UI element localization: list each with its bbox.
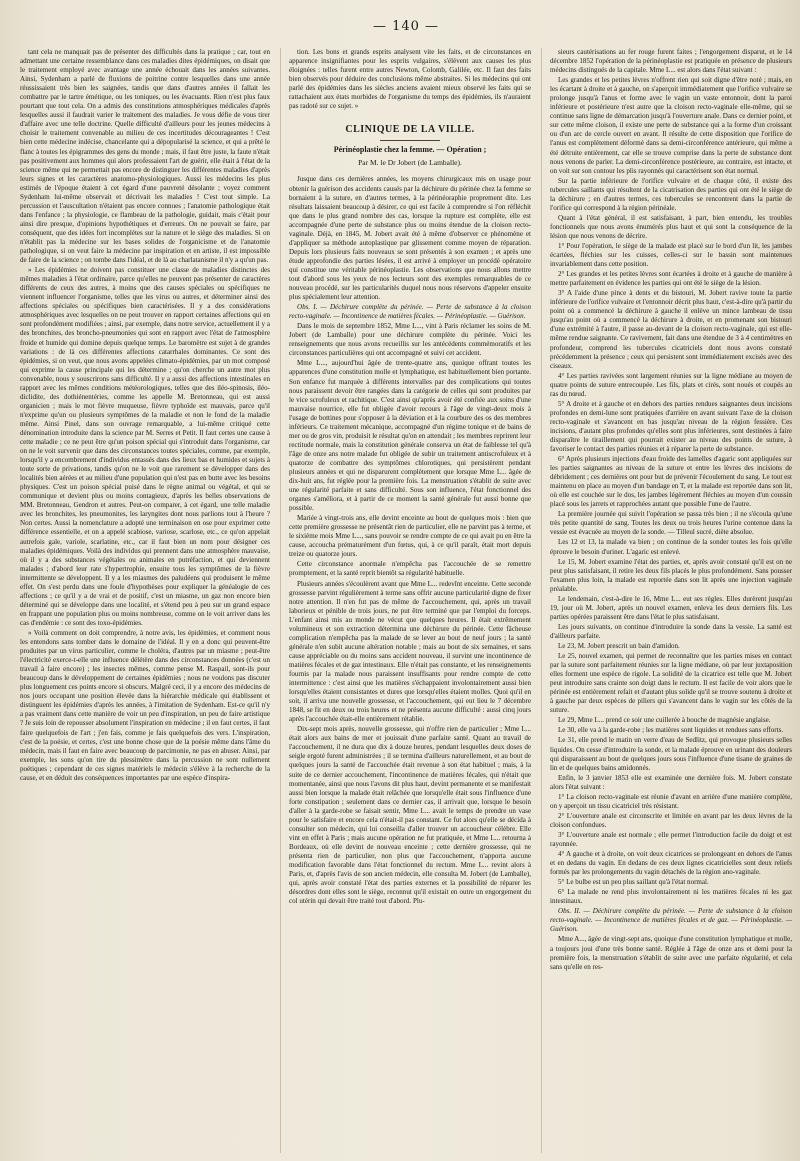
paragraph: Sur la partie inférieure de l'orifice vulvaire et de chaque côté, il existe des tubercules saillants qui résultent de la cicatrisation des parties qui ont été le siège de la déchirure ; en d'autres termes, ces tubercules se rencontrent dans la partie de l'orifice qui correspond à la région périnéale. — [550, 176, 792, 212]
column-middle — [280, 48, 531, 1153]
paragraph: Jusque dans ces dernières années, les moyens chirurgicaux mis en usage pour obtenir la guérison des accidents causés par la déchirure du périnée chez la femme se bornaient à la suture, en d'autres termes, à la périnéoraphie proprement dite. Les résultats laissaient beaucoup à désirer, ce qui est facile à comprendre si l'on réfléchit que dans le plus grand nombre des cas, lorsque la rupture est complète, elle est accompagnée d'une perte de substance plus ou moins étendue de la cloison recto-vaginale. Déjà, en 1845, M. Jobert avait été à même d'observer ce phénomène et d'appliquer sa méthode autoplastique par glissement comme moyen de réparation. Depuis lors plusieurs faits nouveaux se sont présentés à son examen ; et après une étude approfondie des parties lésées, il est arrivé à employer un procédé opératoire qui constitue une véritable périnéoplastie. Les observations que nous allons mettre tout d'abord sous les yeux de nos lecteurs sont des exemples remarquables de ce nouveau procédé, sur les particularités duquel nous nous réservons d'appeler ensuite plus spécialement leur attention. — [289, 175, 531, 302]
paragraph: Les 12 et 13, la malade va bien ; on continue de la sonder toutes les fois qu'elle éprouve le besoin d'uriner. L'agaric est enlevé. — [550, 538, 792, 556]
text-columns — [20, 48, 792, 1153]
paragraph: Mme A..., âgée de vingt-sept ans, quoique d'une constitution lymphatique et molle, a toujours joui d'une très bonne santé. Réglée à l'âge de onze ans et demi pour la première fois, la menstruation s'établit de suite avec une parfaite régularité, et cela sans qu'elle en res- — [550, 935, 792, 971]
paragraph: Les jours suivants, on continue d'introduire la sonde dans la vessie. La santé est d'ailleurs parfaite. — [550, 622, 792, 640]
paragraph: Le 29, Mme L... prend ce soir une cuillerée à bouche de magnésie anglaise. — [558, 716, 771, 725]
paragraph: tant cela ne manquait pas de présenter des difficultés dans la pratique ; car, tout en admettant une certaine ressemblance dans ces maladies dites épidémiques, on disait que le traitement employé avec avantage une année échouait dans les années suivantes. Ainsi, Sydenham a parlé de fluxions de poitrine contre lesquelles dans une année réussissaient très bien les saignées, tandis que dans d'autres années il fallait les combattre par le tartre émétique, ou les toniques, ou les évacuants. Rien n'est plus faux pourtant que tout cela. On a admis des constitutions atmosphériques médicales d'après lesquelles aussi il faudrait varier le traitement des maladies. Je vous défie de vous tirer d'affaire avec une telle doctrine. Quelle difficulté d'ailleurs pour les jeunes médecins à choisir le traitement convenable au milieu de ces incertitudes décourageantes ! C'est bien cette médecine indécise, chancelante qui a dépopularisé la science, et qui a prêté le flanc à toutes les épigrammes des gens du monde ; mais, il faut être juste, la faute n'était pas positivement aux hommes qui alors professaient l'art de guérir, elle était à l'état de la science même qui ne permettait pas encore de distinguer les différentes maladies d'après leurs signes et les caractères anatomo-physiologiques. Aussi les médecins les plus estimés de l'époque étaient à cet égard d'une pauvreté désolante ; voyez comment Sydenham lui-même observait et décrivait les maladies ! C'est tout simple. La percussion et l'auscultation n'étaient pas encore connues ; l'anatomie pathologique était dans l'enfance ; la physiologie, ce flambeau de la pathologie, guidait, mais c'était pour ainsi dire presque, d'opinions hypothétiques et d'erreurs. On ne pouvait se faire, par conséquent, que des idées fort incomplètes sur la nature et le siège des maladies. Si on n'établit pas la médecine sur les bases solides de l'organicisme et de l'anatomie pathologique, si on veut faire la médecine par inspiration et en artiste, il est impossible de faire de la science ; on tombe dans l'idéal, et de là au charlatanisme il n'y a qu'un pas. — [20, 48, 270, 265]
paragraph: Plusieurs années s'écoulèrent avant que Mme L... redevînt enceinte. Cette seconde grossesse parvint régulièrement à terme sans offrir aucune particularité digne de fixer notre attention. Il n'en fut pas de même de l'accouchement, qui, après un travail laborieux et pénible de trois jours, ne put être terminé que par l'emploi du forceps. L'enfant ainsi mis au monde ne vécut que quelques heures. Il était extrêmement volumineux et son extraction détermina une déchirure du périnée. Cette fâcheuse complication n'empêcha pas la malade de se lever au bout de neuf jours ; la santé générale n'en subit aucune altération notable ; mais au bout de six semaines, et sans cause appréciable ou du moins sans accident nouveau, il survint une incontinence de matières fécales et de gaz intestinaux. Elle n'était pas constante, et les renseignements fournis par la malade nous paraissent insuffisants pour rendre compte de cette intermittence : c'est ainsi que les matières s'échappaient involontairement aussi bien lorsqu'elles étaient consistantes et dures que lorsqu'elles étaient molles. Quoi qu'il en soit, il arriva une nouvelle grossesse, et l'accouchement, qui eut lieu le 7 décembre 1848, se fit en deux ou trois heures et ne présenta aucune difficulté : aussi cinq jours après l'accouchée était-elle entièrement rétablie. — [289, 579, 531, 724]
paragraph: 4° A gauche et à droite, on voit deux cicatrices se prolongeant en dehors de l'anus et en dedans du vagin. En dedans de ces deux lignes cicatricielles sont deux reliefs formés par les prolongements du vagin détachés de la région ano-vaginale. — [550, 850, 792, 877]
paragraph: 4° Les parties ravivées sont largement réunies sur la ligne médiane au moyen de quatre points de suture entrecoupée. Les fils, plats et cirés, sont noués et coupés au ras du nœud. — [550, 371, 792, 398]
article-subtitle: Périnéoplastie chez la femme. — Opération ; — [333, 145, 487, 155]
paragraph: Les grandes et les petites lèvres n'offrent rien qui soit digne d'être noté ; mais, en les écartant à droite et à gauche, on s'aperçoit immédiatement que l'orifice vulvaire se prolonge jusqu'à l'anus et forme avec le vagin un vaste entonnoir, dont la paroi inférieure et postérieure n'est autre que la cloison recto-vaginale elle-même, qui se continue sans ligne de démarcation jusqu'à l'ouverture anale. Dans ce dernier point, et sur cette même cloison, il existe une perte de substance qui a la forme d'un croissant ou d'un arc de cercle ouvert en avant. Il résulte de cette disposition que l'orifice de l'anus est complètement déformé dans sa demi-circonférence antérieure, qui même a été détruite entièrement, car elle se trouve comprise dans la perte de substance dont nous venons de parler. La demi-circonférence postérieure, au contraire, est intacte, et on voit sur son contour les plis rayonnés qui caractérisent son état normal. — [550, 76, 792, 175]
paragraph: Mariée à vingt-trois ans, elle devint enceinte au bout de quelques mois : bien que cette première grossesse ne présentât rien de particulier, elle ne parvint pas à terme, et le sixième mois Mme L..., sans pouvoir se rendre compte de ce qui avait pu en être la cause, accoucha prématurément d'un fœtus, qui, à ce qu'il paraît, était mort depuis treize ou quatorze jours. — [289, 514, 531, 559]
paragraph: Le 31, elle prend le matin un verre d'eau de Sedlitz, qui provoque plusieurs selles liquides. On cesse d'introduire la sonde, et la malade éprouve en urinant des douleurs qui disparaissent au bout de quelques jours sous l'influence d'une tisane de graines de lin et de quelques bains amidonnés. — [550, 736, 792, 772]
paragraph: Enfin, le 3 janvier 1853 elle est examinée une dernière fois. M. Jobert constate alors l'état suivant : — [550, 773, 792, 791]
paragraph: 5° Le bulbe est un peu plus saillant qu'à l'état normal. — [558, 878, 709, 887]
paragraph: Mme L..., aujourd'hui âgée de trente-quatre ans, quoique offrant toutes les apparences d'une constitution molle et lymphatique, est habituellement bien portante. Son enfance fut marquée à différents intervalles par des complications qui toutes nous paraissent devoir être rangées dans la catégorie de celles qui sont produites par le vice scrofuleux et rachitique. C'est ainsi qu'après avoir été confiée aux soins d'une mauvaise nourrice, elle fut obligée d'avoir recours à l'âge de vingt-deux mois à l'usage de bottines pour s'opposer à la déviation et à la courbure des os des membres inférieurs. Ce traitement mécanique, accompagné d'un régime tonique et de bains de mer ou de gros vin, produisit le résultat qu'on en attendait ; les membres reprirent leur rectitude normale, mais la constitution générale conserva un état de faiblesse tel qu'à l'âge de onze ans notre malade fut obligée de subir un traitement antiscrofuleux et à quatorze de combattre des symptômes chlorotiques, qui persistèrent pendant plusieurs années et qui ne disparurent complètement que lorsque Mme L... âgée de dix-huit ans, fut réglée pour la première fois. La menstruation s'établit de suite avec une régularité parfaite et sans difficulté. Sous son influence, l'état fonctionnel des organes s'améliora, et à partir de ce moment la santé générale fut aussi bonne que possible. — [289, 359, 531, 513]
paragraph: La première journée qui suivit l'opération se passa très bien ; il ne s'écoula qu'une très petite quantité de sang. Toutes les deux ou trois heures l'urine contenue dans la vessie est évacuée au moyen de la sonde. — Tilleul sucré, diète absolue. — [550, 510, 792, 537]
paragraph: Dans le mois de septembre 1852, Mme L..., vint à Paris réclamer les soins de M. Jobert (de Lamballe) pour une déchirure complète du périnée. Voici les renseignements que nous avons recueillis sur les antécédents commémoratifs et les circonstances particulières qui ont accompagné et suivi cet accident. — [289, 322, 531, 358]
column-left — [20, 48, 270, 1153]
paragraph: 3° L'ouverture anale est normale ; elle permet l'introduction facile du doigt et est rayonnée. — [550, 830, 792, 848]
paragraph: Le 23, M. Jobert prescrit un bain d'amidon. — [558, 642, 680, 650]
article-title: CLINIQUE DE LA VILLE. — [345, 124, 475, 136]
paragraph: 3° A l'aide d'une pince à dents et du bistouri, M. Jobert ravive toute la partie inférieure de l'orifice vulvaire et l'entonnoir décrit plus haut, c'est-à-dire qu'à partir du point où a commencé la déchirure à gauche il enlève un mince lambeau de tissu jusqu'au point où a commencé la déchirure à droite, et en promenant son bistouri d'une extrémité à l'autre, il passe au-devant de la cloison recto-vaginale, qui est elle-même rendue saignante. Ce ravivement, fait dans une étendue de 3 à 4 centimètres en profondeur, comprend les tubercules cicatriciels dont nous avons constaté précédemment la présence ; ceux qui persistent sont immédiatement excisés avec des ciseaux. — [550, 289, 792, 370]
paragraph: sieurs cautérisations au fer rouge furent faites ; l'engorgement disparut, et le 14 décembre 1852 l'opération de la périnéoplastie est pratiquée en présence de plusieurs médecins distingués de la capitale. Mme L... est alors dans l'état suivant : — [550, 48, 792, 75]
page-number: — 140 — — [372, 19, 440, 34]
paragraph: 1° Pour l'opération, le siège de la malade est placé sur le bord d'un lit, les jambes écartées, fléchies sur les cuisses, celles-ci sur le bassin sont maintenues invariablement dans cette position. — [550, 241, 792, 269]
paragraph: 6° La malade ne rend plus involontairement ni les matières fécales ni les gaz intestinaux. — [550, 888, 792, 906]
paragraph: 2° L'ouverture anale est circonscrite et limitée en avant par les deux lèvres de la cloison confondues. — [550, 811, 792, 829]
case-heading: Obs. I. — Déchirure complète du périnée. — Perte de substance à la cloison recto-vaginale. — Incontinence de matières fécales. — Périnéoplastie. — Guérison. — [289, 303, 531, 321]
article-byline: Par M. le Dr Jobert (de Lamballe). — [358, 158, 462, 168]
paragraph: tion. Les bons et grands esprits analysent vite les faits, et de circonstances en apparence insignifiantes pour les esprits vulgaires, s'élèvent aux causes les plus éloignées : telles furent entre autres Newton, Colomb, Galilée, etc. Il faut des faits bien observés pour déduire des conclusions même abstraites. Si les médecins qui ont parlé des épidémies dans les siècles anciens avaient mieux observé les faits qui se rattachaient aux états morbides de l'organisme du temps des épidémies, ils n'auraient pas radoté sur ce sujet. » — [289, 48, 531, 111]
paragraph: Quant à l'état général, il est satisfaisant, à part, bien entendu, les troubles fonctionnels que nous avons énumérés plus haut et qui sont la conséquence de la lésion que nous venons de décrire. — [550, 213, 792, 240]
case-heading: Obs. II. — Déchirure complète du périnée. — Perte de substance à la cloison recto-vaginale. — Incontinence de matières fécales et de gaz. — Périnéoplastie. — Guérison. — [550, 907, 792, 934]
paragraph: Cette circonstance anormale n'empêcha pas l'accouchée de se remettre promptement, et la santé reprit bientôt sa régularité habituelle. — [289, 560, 531, 578]
paragraph: » Voilà comment on doit comprendre, à notre avis, les épidémies, et comment nous les entendons sans tomber dans le domaine de l'idéal. Il y en a donc qui peuvent-être produites par un virus particulier, comme le choléra, d'autres par un miasme ; peut-être l'électricité exerce-t-elle une influence délétère dans des circonstances données (c'est un travail à faire encore) ; les insectes mêmes, comme pense M. Raspail, sont-ils pour beaucoup dans le développement de certaines épidémies ; nous ne voulons pas discuter plus longuement ces points encore si obscurs. Malgré ceci, il y a encore des médecins de nos jours occupant une position élevée dans la hiérarchie médicale qui établissent et distinguent les épidémies d'après les années, à l'imitation de Sydenham. Est-ce qu'il n'y a pas vraiment dans cette manière de voir un peu d'inspiration, un peu de faire artistique ? Je suis loin de repousser absolument l'inspiration en médecine ; il en faut certes, il faut faire quelquefois de l'art ; j'en fais, comme je fais quelquefois des vers. L'inspiration, c'est de la poésie, et certes, c'est une bonne chose que de la poésie même dans l'âme du médecin, mais il faut en faire avec beaucoup de parcimonie, ne pas en abuser. Ainsi, par exemple, les sons qu'on tire du plessimètre dans la percussion ne sont nullement poétiques ; cependant de ces signes matériels le médecin s'élève à la recherche de la cause, et en déduit des conséquences importantes par une espèce d'inspira- — [20, 629, 270, 782]
title-divider — [380, 140, 440, 141]
paragraph: Le 15, M. Jobert examine l'état des parties, et, après avoir constaté qu'il est on ne peut plus satisfaisant, il retire les deux fils placés le plus profondément. Sans pousser l'examen plus loin, la malade est reportée dans son lit après une injection vaginale préalable. — [550, 557, 792, 593]
paragraph: Le lendemain, c'est-à-dire le 16, Mme L... eut ses règles. Elles durèrent jusqu'au 19, jour où M. Jobert, après un nouvel examen, enleva les deux derniers fils. Les parties opérées paraissent être dans l'état le plus satisfaisant. — [550, 594, 792, 621]
paragraph: 1° La cloison recto-vaginale est réunie d'avant en arrière d'une manière complète, on y aperçoit un tissu cicatriciel très résistant. — [550, 792, 792, 810]
paragraph: 6° Après plusieurs injections d'eau froide des lamelles d'agaric sont appliquées sur les parties saignantes au niveau de la suture et entre les lèvres des incisions de débridement ; ces dernières ont pour but de prévenir l'écoulement du sang. Le tout est maintenu en place au moyen d'un bandage en T, et la malade est reportée dans son lit, où elle est couchée sur le dos, les jambes légèrement fléchies au moyen d'un coussin placé sous les jarrets et rapprochées autant que possible l'une de l'autre. — [550, 455, 792, 509]
paragraph: Le 25, nouvel examen, qui permet de reconnaître que les parties mises en contact par la suture sont parfaitement réunies sur la ligne médiane, où par leur juxtaposition elles forment une espèce de rigole. La solidité de la cicatrice est telle que M. Jobert peut introduire sans crainte son doigt dans le rectum. Il est facile de voir alors que le périnée est entièrement refait et d'autant plus solide qu'il se trouve soutenu à droite et à gauche par deux espèces de piliers qui s'avancent dans le vagin sur les côtés de la suture. — [550, 652, 792, 715]
paragraph: Dix-sept mois après, nouvelle grossesse, qui n'offre rien de particulier ; Mme L... était alors aux bains de mer et jouissait d'une parfaite santé. Quant au travail de l'accouchement, il ne dura que dix à douze heures, pendant lesquelles deux doses de seigle ergoté furent administrées ; il se termina d'ailleurs naturellement, et au bout de quelques jours la santé de l'accouchée était revenue à son état habituel ; mais, à la suite de ce dernier accouchement, l'incontinence de matières fécales, qui n'était que momentanée, ainsi que nous l'avons dit plus haut, devint permanente et se manifestait aussi bien lorsque la malade était relâchée que lorsqu'elle était sous l'influence d'une forte constipation ; seulement dans ce dernier cas, il arrivait que, lorsque le besoin d'aller à la garde-robe se faisait sentir, Mme L... avait le temps de prendre un vase pour le satisfaire et encore cela n'était-il pas constant. Ce fut alors qu'elle se décida à consulter son médecin, qui lui conseilla d'aller trouver un accoucheur célèbre. Elle vint en effet à Paris ; mais aucune opération ne fut pratiquée, et Mme L... retourna à Bordeaux, où elle devint de nouveau enceinte ; cette dernière grossesse, qui ne présenta rien de particulier, non plus que l'accouchement, n'apporta aucune modification favorable dans l'état fonctionnel du rectum. Mme L... revint alors à Paris, et, d'après l'avis de son ancien médecin, elle consulta M. Jobert (de Lamballe), qui, après avoir constaté l'état des parties externes et la possibilité de réparer les désordres dont elles sont le siège, reconnut qu'il existait en outre un engorgement du col utérin qui devait être traité tout d'abord. Plu- — [289, 725, 531, 906]
paragraph: 5° A droite et à gauche et en dehors des parties rendues saignantes deux incisions profondes en demi-lune sont pratiquées d'arrière en avant suivant l'axe de la cloison recto-vaginale et s'avancent en bas jusqu'au niveau de la région fessière. Ces incisions, d'autant plus profondes qu'elles sont plus inférieures, sont destinées à faire disparaître le tiraillement qui pourrait exister au niveau des points de suture, à favoriser le contact des parties réunies et à réparer la perte de substance. — [550, 399, 792, 454]
column-right — [541, 48, 792, 1153]
paragraph: 2° Les grandes et les petites lèvres sont écartées à droite et à gauche de manière à mettre parfaitement en évidence les parties qui ont été le siège de la lésion. — [550, 270, 792, 288]
paragraph: » Les épidémies ne doivent pas constituer une classe de maladies distinctes des mêmes maladies à l'état ordinaire, parce qu'elles ne peuvent pas présenter de caractères différents de ceux des autres, à moins que des causes spéciales ou spécifiques ne viennent influencer l'organisme, telles que les virus ou autres, et déterminer ainsi des affections spéciales ou spécifiques bien caractérisées. Il y a des considérations atmosphériques avec lesquelles on ne peut trouver en rapport certaines affections qui en sont profondément modifiées ; ainsi, par exemple, dans notre service, actuellement il y a des bronchites, des broncho-pneumonies qui sont en rapport avec l'état de l'atmosphère froide et humide qui domine depuis quelque temps. Le baromètre est sujet à de grandes variations : de là ces différentes affections catarrhales dominantes. Ce sont des épidémies, si on veut, que nous avons appelées climato-épidémies, par un mot composé qui exprime la cause principale qui les détermine ; qu'on cherche un autre mot plus convenable, nous y souscrirons sans difficulté. Il y a aussi des affections intestinales en rapport avec les mêmes conditions météorologiques, telles que des iléo-spinosis, iléo-diclidite, des dothiénentéries, comme les appelle M. Bretonneau, qui est aussi organicien ; mais le mot fièvre muqueuse, fièvre typhoïde est mauvais, parce qu'il n'exprime qu'un ou plusieurs symptômes de la maladie et non le fond de la maladie même. Ainsi Pinel, dans son ouvrage remarquable, a lui-même critiqué cette dénomination introduite dans la science par M. Serres et Petit. Il faut certes une cause à cette maladie ; ce ne peut être qu'un poison spécial qui s'introduit dans l'organisme, car on ne le voit survenir que dans des circonstances toutes spéciales, comme, par exemple, lorsqu'il y a encombrement d'individus entassés dans des lieux bas et humides et sujets à toute sorte de privations, tandis qu'on ne le voit que rarement se développer dans des localités bien aérées et au milieu d'une population qui n'est pas en butte avec les besoins physiques. C'est un poison spécial puisé dans le règne animal ou végétal, et qui se communique et devient plus ou moins contagieux, d'après les belles observations de MM. Bretonneau, Gendron et autres. Peut-on comparer, à cet égard, une telle maladie avec les bronchites, les pneumonites, les laryngites dont nous parlions tout à l'heure ? Non certes. Aussi la nomenclature a adopté une terminaison en ose pour exprimer cette différence essentielle, et on a appelé scabiose, variose, scarlose, etc., ce qu'on appelait autrefois gale, variole, scarlatine, etc., car il faut bien un nom pour désigner ces maladies épidémiques. Voilà des individus qui prennent dans une atmosphère mauvaise, où il y a des substances végétales ou animales en putréfaction, et qui deviennent malades ; d'abord leur rate s'hypertrophie, ensuite tous les symptômes de la fièvre intermittente se développent. Il y a les miasmes des paludéens qui produisent le même effet. On s'est perdu dans une foule d'hypothèses pour expliquer la généalogie de ces affections ; ce qu'il y a de vrai et de positif, c'est un miasme, un gaz non encore bien déterminé qui se développe dans une localité, et s'étend peu à peu sur un grand espace en frappant une population plus ou moins nombreuse, comme on le voit arriver dans les cas d'endémie : ce sont des toxo-épidémies. — [20, 266, 270, 627]
paragraph: Le 30, elle va à la garde-robe ; les matières sont liquides et rendues sans efforts. — [558, 726, 784, 735]
